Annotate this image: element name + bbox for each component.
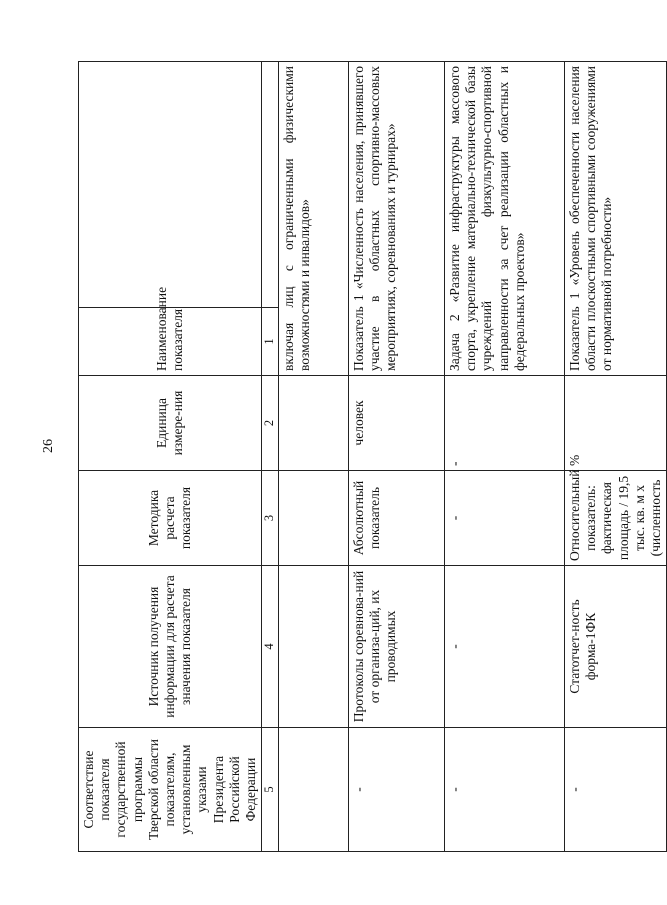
cell-match: - [445,728,565,852]
cell-match: - [565,728,667,852]
cell-name: Показатель 1 «Уровень обеспеченности населения области плоскостными спортивными сооружениями от нормативной потребности» [565,62,667,376]
header-method: Методика расчета показателя [79,471,262,566]
cell-name: Показатель 1 «Численность населения, принявшего участие в областных спортивно-массовых мероприятиях, соревнованиях и турнирах» [349,62,445,376]
indicators-table [78,61,667,852]
column-number: 4 [262,566,279,728]
cell-source [279,566,349,728]
cell-unit: человек [349,376,445,471]
cell-method: Относительный показатель: фактическая площадь / 19,5 тыс. кв. м х (численность [565,471,667,566]
header-unit: Единица измере-ния [79,376,262,471]
column-number: 1 [262,308,279,376]
cell-source: Статотчет-ность форма-1ФК [565,566,667,728]
header-source: Источник получения информации для расчета значения показателя [79,566,262,728]
header-marker [79,62,262,308]
table-row [349,62,445,852]
cell-match: - [349,728,445,852]
column-numbers-row [262,62,279,852]
column-number: 5 [262,728,279,852]
cell-name: включая лиц с ограниченными физическими возможностями и инвалидов» [279,62,349,376]
cell-method [279,471,349,566]
cell-match [279,728,349,852]
cell-method: Абсолютный показатель [349,471,445,566]
cell-unit [279,376,349,471]
column-number: 2 [262,376,279,471]
table-row [279,62,349,852]
header-row [79,62,262,852]
column-number: 3 [262,471,279,566]
cell-unit: % [565,376,667,471]
table-row [565,62,667,852]
header-name: Наименование показателя [79,308,262,376]
cell-name: Задача 2 «Развитие инфраструктуры массового спорта, укрепление материально-технической базы учреждений физкультурно-спортивной направленности за счет реализации областных и федеральных проектов» [445,62,565,376]
cell-unit: - [445,376,565,471]
cell-source: Протоколы соревнова-ний от организа-ций, их проводимых [349,566,445,728]
cell-method: - [445,471,565,566]
table-row [445,62,565,852]
rotated-table-container [78,62,663,852]
cell-source: - [445,566,565,728]
column-number-blank [262,62,279,308]
header-match: Соответствие показателя государственной программы Тверской области показателям, установленным указами Президента Российской Федерации [79,728,262,852]
page-number: 26 [41,439,56,453]
